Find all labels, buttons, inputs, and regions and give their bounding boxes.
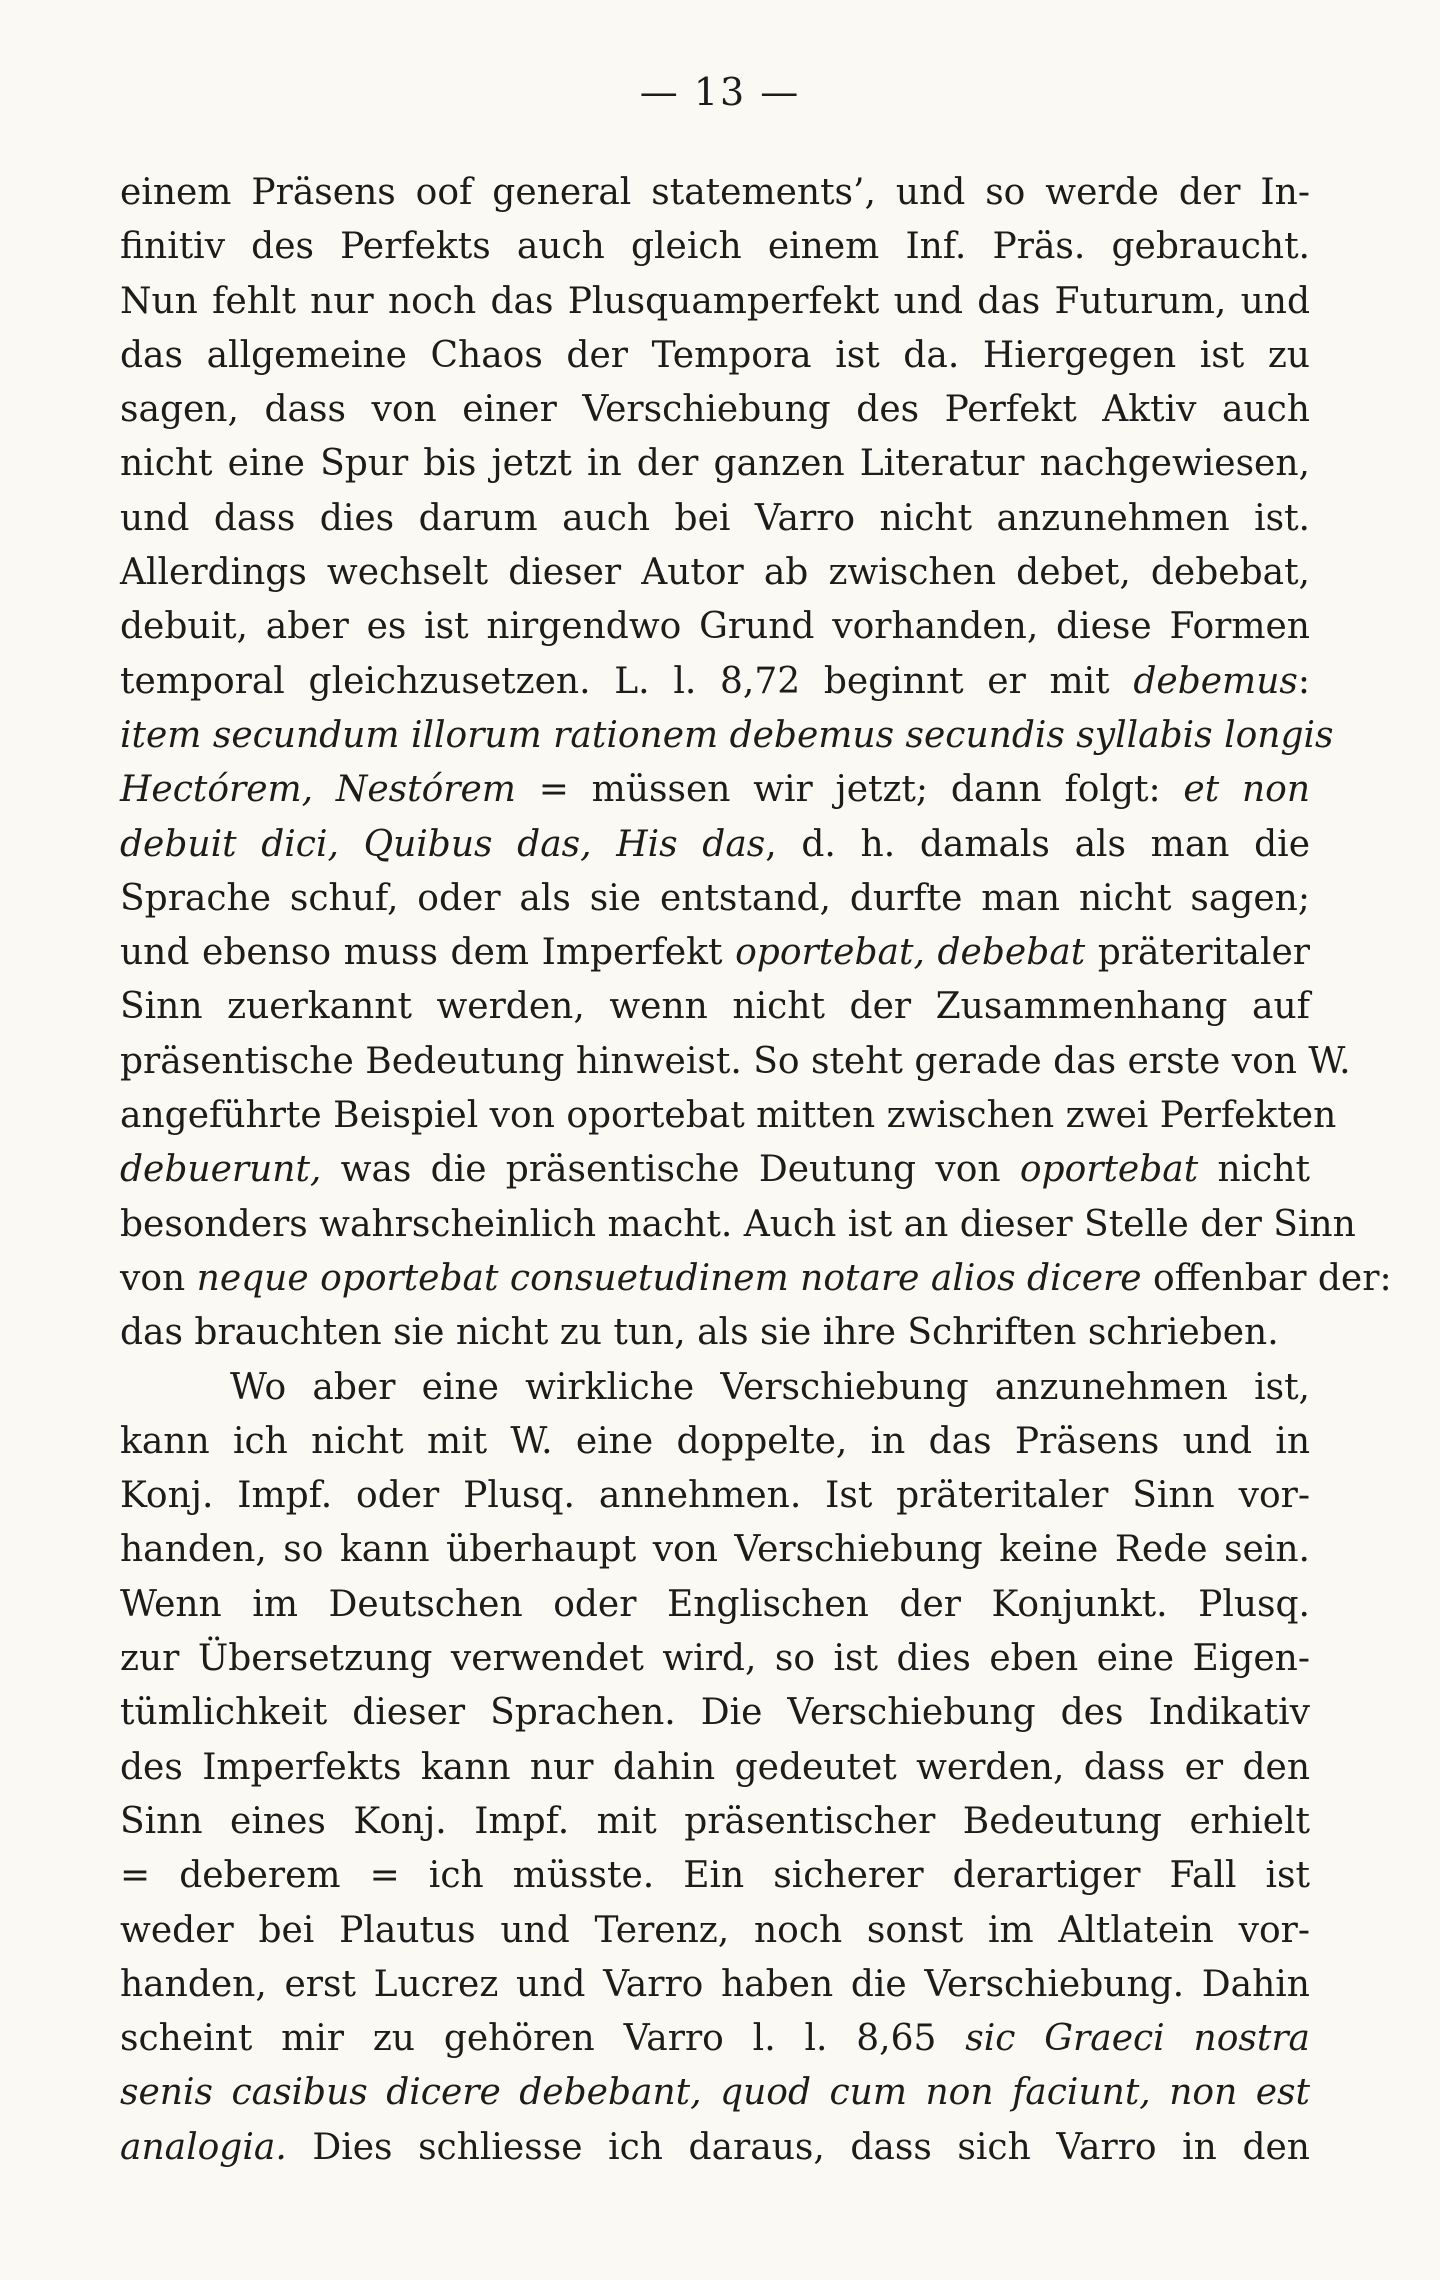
text-line [120, 655, 1310, 709]
text-segment: von [120, 1257, 197, 1299]
text-line [120, 1958, 1310, 2012]
text-line [120, 872, 1310, 926]
text-segment: was die präsentische Deutung von [321, 1149, 1020, 1191]
text-segment: handen, so kann überhaupt von Verschiebung keine Rede sein. [120, 1529, 1310, 1571]
text-line [120, 2012, 1310, 2066]
text-segment: präsentische Bedeutung hinweist. So steht gerade das erste von W. [120, 1040, 1351, 1082]
text-segment: Allerdings wechselt dieser Autor ab zwischen debet, debebat, [120, 552, 1310, 594]
text-segment: scheint mir zu gehören Varro l. l. 8,65 [120, 2018, 966, 2060]
text-segment: angeführte Beispiel von oportebat mitten zwischen zwei Perfekten [120, 1095, 1337, 1137]
italic-text: neque oportebat consuetudinem notare alios dicere [196, 1257, 1142, 1299]
text-line [120, 275, 1310, 329]
text-line [120, 1686, 1310, 1740]
text-line [120, 926, 1310, 980]
text-segment: Sinn eines Konj. Impf. mit präsentischer Bedeutung erhielt [120, 1800, 1310, 1842]
body-text [120, 166, 1392, 2175]
text-segment: = deberem = ich müsste. Ein sicherer derartiger Fall ist [120, 1855, 1310, 1897]
text-line [120, 1415, 1310, 1469]
text-segment: handen, erst Lucrez und Varro haben die Verschiebung. Dahin [120, 1963, 1310, 2005]
text-line [120, 1523, 1310, 1577]
italic-text: senis casibus dicere debebant, quod cum non faciunt, non est [120, 2072, 1310, 2114]
text-segment: Nun fehlt nur noch das Plusquamperfekt und das Futurum, und [120, 280, 1310, 322]
text-line [120, 763, 1310, 817]
text-segment: tümlichkeit dieser Sprachen. Die Verschiebung des Indikativ [120, 1692, 1310, 1734]
text-segment: finitiv des Perfekts auch gleich einem Inf. Präs. gebraucht. [120, 226, 1310, 268]
text-line [120, 709, 1334, 763]
text-line [120, 1089, 1337, 1143]
text-line [120, 1849, 1310, 1903]
text-segment: kann ich nicht mit W. eine doppelte, in das Präsens und in [120, 1420, 1310, 1462]
text-segment: und dass dies darum auch bei Varro nicht anzunehmen ist. [120, 497, 1310, 539]
text-line [120, 1361, 1310, 1415]
text-segment: präteritaler [1085, 932, 1310, 974]
page-number: — 13 — [639, 70, 801, 114]
text-segment: nicht [1198, 1149, 1310, 1191]
italic-text: Hectórem, Nestórem [120, 769, 516, 811]
text-segment: Wo aber eine wirkliche Verschiebung anzunehmen ist, [230, 1366, 1310, 1408]
text-line [120, 818, 1310, 872]
text-line [120, 383, 1310, 437]
text-segment: temporal gleichzusetzen. L. l. 8,72 beginnt er mit [120, 660, 1134, 702]
text-segment: = müssen wir jetzt; dann folgt: [515, 769, 1184, 811]
text-segment: Dies schliesse ich daraus, dass sich Varro in den [286, 2126, 1310, 2168]
text-line [120, 1198, 1356, 1252]
text-segment: einem Präsens oof general statements’, und so werde der In- [120, 172, 1310, 213]
italic-text: et non [1183, 769, 1311, 811]
italic-text: oportebat, debebat [735, 932, 1086, 974]
text-line [120, 1632, 1310, 1686]
text-line [120, 1741, 1310, 1795]
italic-text: debuit dici, Quibus das, His das [120, 823, 766, 865]
text-segment: : [1297, 660, 1310, 702]
text-segment: sagen, dass von einer Verschiebung des Perfekt Aktiv auch [120, 389, 1310, 431]
text-segment: besonders wahrscheinlich macht. Auch ist an dieser Stelle der Sinn [120, 1203, 1356, 1245]
italic-text: analogia. [120, 2126, 287, 2168]
text-segment: nicht eine Spur bis jetzt in der ganzen Literatur nachgewiesen, [120, 443, 1310, 485]
text-segment: zur Übersetzung verwendet wird, so ist dies eben eine Eigen- [120, 1638, 1310, 1680]
text-line [120, 980, 1310, 1034]
text-line [120, 1143, 1310, 1197]
text-segment: das allgemeine Chaos der Tempora ist da. Hiergegen ist zu [120, 334, 1310, 376]
text-line [120, 220, 1310, 274]
text-segment: das brauchten sie nicht zu tun, als sie ihre Schriften schrieben. [120, 1312, 1279, 1354]
text-line [120, 2066, 1310, 2120]
text-line [120, 1035, 1351, 1089]
text-line [120, 492, 1310, 546]
text-line [120, 437, 1310, 491]
italic-text: debemus [1133, 660, 1298, 702]
italic-text: sic Graeci nostra [965, 2018, 1311, 2060]
text-line [120, 1469, 1310, 1523]
text-line [120, 166, 1310, 220]
text-segment: offenbar der: [1141, 1257, 1392, 1299]
text-segment: Konj. Impf. oder Plusq. annehmen. Ist präteritaler Sinn vor- [120, 1475, 1310, 1517]
text-line [120, 1252, 1392, 1306]
text-segment: und ebenso muss dem Imperfekt [120, 932, 736, 974]
text-line [120, 546, 1310, 600]
text-line [120, 1904, 1310, 1958]
text-segment: Sprache schuf, oder als sie entstand, durfte man nicht sagen; [120, 877, 1310, 919]
italic-text: oportebat [1019, 1149, 1199, 1191]
text-segment: weder bei Plautus und Terenz, noch sonst im Altlatein vor- [120, 1909, 1310, 1951]
italic-text: item secundum illorum rationem debemus secundis syllabis longis [120, 714, 1334, 756]
text-segment: Sinn zuerkannt werden, wenn nicht der Zusammenhang auf [120, 986, 1310, 1028]
text-segment: debuit, aber es ist nirgendwo Grund vorhanden, diese Formen [120, 606, 1310, 648]
text-line [120, 1578, 1310, 1632]
text-segment: , d. h. damals als man die [765, 823, 1310, 865]
text-line [120, 600, 1310, 654]
text-segment: Wenn im Deutschen oder Englischen der Konjunkt. Plusq. [120, 1583, 1310, 1625]
text-line [120, 1795, 1310, 1849]
text-line [120, 329, 1310, 383]
text-line [120, 2121, 1310, 2175]
text-line [120, 1306, 1310, 1360]
italic-text: debuerunt, [120, 1149, 322, 1191]
text-segment: des Imperfekts kann nur dahin gedeutet werden, dass er den [120, 1746, 1310, 1788]
